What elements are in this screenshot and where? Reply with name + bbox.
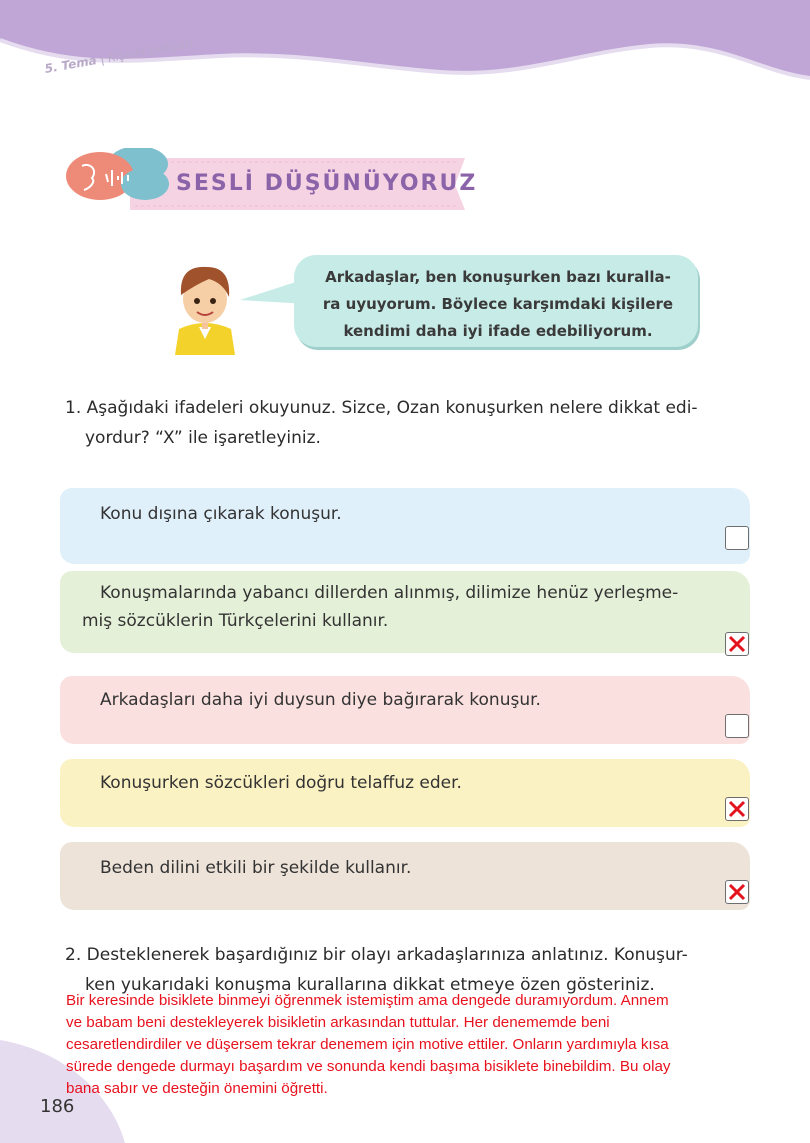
speech-line: kendimi daha iyi ifade edebiliyorum. bbox=[343, 322, 653, 340]
option-checkbox[interactable] bbox=[725, 526, 749, 550]
option-card bbox=[60, 759, 750, 827]
question-2-line1: Desteklenerek başardığınız bir olayı arkadaşlarınıza anlatınız. Konuşur- bbox=[86, 945, 688, 965]
option-card bbox=[60, 571, 750, 653]
question-2-number: 2. bbox=[65, 945, 82, 965]
question-1 bbox=[65, 393, 765, 453]
option-card bbox=[60, 676, 750, 744]
question-2-line2: ken yukarıdaki konuşma kurallarına dikkat etmeye özen gösteriniz. bbox=[85, 975, 655, 995]
speech-bubble-text bbox=[300, 264, 696, 345]
option-text bbox=[100, 500, 720, 528]
option-text bbox=[100, 854, 720, 882]
speech-line: Arkadaşlar, ben konuşurken bazı kuralla- bbox=[325, 268, 671, 286]
option-line: Arkadaşları daha iyi duysun diye bağırarak konuşur. bbox=[100, 690, 541, 710]
answer-line: Bir keresinde bisiklete binmeyi öğrenmek istemiştim ama dengede duramıyordum. Annem bbox=[66, 992, 669, 1009]
answer-text bbox=[66, 990, 756, 1100]
option-line: Beden dilini etkili bir şekilde kullanır. bbox=[100, 858, 412, 878]
question-1-number: 1. bbox=[65, 398, 82, 418]
theme-separator: | bbox=[99, 51, 106, 67]
option-card bbox=[60, 488, 750, 564]
answer-line: ve babam beni destekleyerek bisikletin arkasından tuttular. Her denememde beni bbox=[66, 1014, 610, 1031]
answer-line: cesaretlendirdiler ve düşersem tekrar denemem için motive ettiler. Onların yardımıyla kısa bbox=[66, 1036, 669, 1053]
option-checkbox[interactable] bbox=[725, 714, 749, 738]
x-mark-icon bbox=[727, 882, 747, 902]
boy-character-icon bbox=[165, 255, 245, 355]
x-mark-icon bbox=[727, 634, 747, 654]
option-card bbox=[60, 842, 750, 910]
section-title: SESLİ DÜŞÜNÜYORUZ bbox=[176, 171, 478, 196]
question-1-line2: yordur? “X” ile işaretleyiniz. bbox=[85, 428, 321, 448]
speech-line: ra uyuyorum. Böylece karşımdaki kişilere bbox=[322, 295, 674, 313]
theme-name: Kişisel Gelişim bbox=[106, 36, 195, 65]
option-line: Konu dışına çıkarak konuşur. bbox=[100, 504, 342, 524]
option-line: Konuşmalarında yabancı dillerden alınmış, dilimize henüz yerleşme- bbox=[100, 583, 679, 603]
option-text bbox=[100, 769, 720, 797]
option-line: Konuşurken sözcükleri doğru telaffuz eder. bbox=[100, 773, 462, 793]
theme-number: 5. Tema bbox=[43, 53, 98, 76]
option-checkbox[interactable] bbox=[725, 632, 749, 656]
thinking-head-icon bbox=[66, 148, 169, 200]
option-line: miş sözcüklerin Türkçelerini kullanır. bbox=[82, 611, 389, 631]
option-text bbox=[100, 686, 720, 714]
option-text bbox=[82, 579, 720, 635]
answer-line: bana sabır ve desteğin önemini öğretti. bbox=[66, 1080, 328, 1097]
option-checkbox[interactable] bbox=[725, 797, 749, 821]
page-number: 186 bbox=[40, 1096, 75, 1117]
x-mark-icon bbox=[727, 799, 747, 819]
answer-line: sürede dengede durmayı başardım ve sonunda kendi başıma bisiklete binebildim. Bu olay bbox=[66, 1058, 671, 1075]
option-checkbox[interactable] bbox=[725, 880, 749, 904]
question-1-line1: Aşağıdaki ifadeleri okuyunuz. Sizce, Ozan konuşurken nelere dikkat edi- bbox=[86, 398, 698, 418]
